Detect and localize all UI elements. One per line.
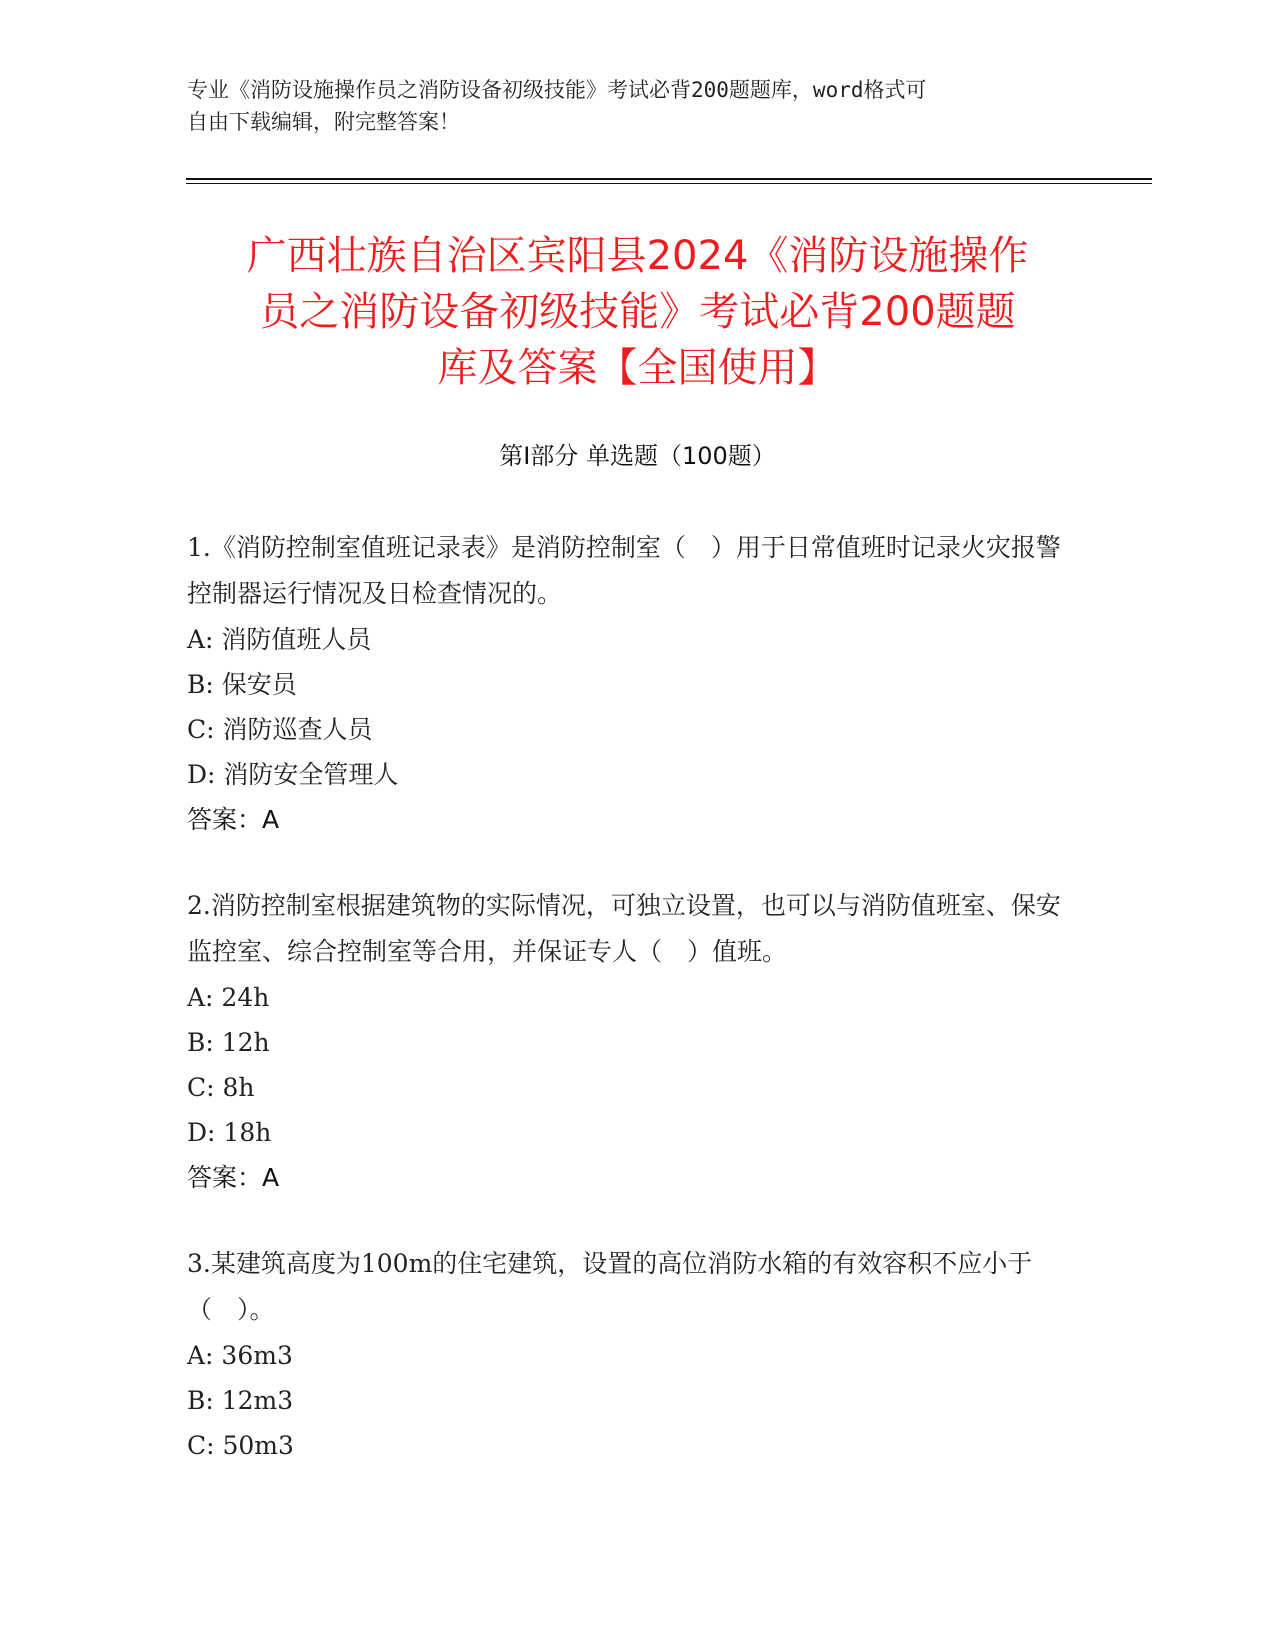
- question-option-d: D: 18h: [187, 1118, 272, 1147]
- question-stem: 1.《消防控制室值班记录表》是消防控制室（ ）用于日常值班时记录火灾报警控制器运行情况及日检查情况的。: [187, 533, 1061, 608]
- question-option-a: A: 36m3: [187, 1341, 293, 1370]
- header-note-line: 专业《消防设施操作员之消防设备初级技能》考试必背200题题库，word格式可: [187, 78, 927, 102]
- question-option-b: B: 12m3: [187, 1386, 294, 1415]
- question-list: [187, 525, 1067, 1508]
- header-note-line: 自由下载编辑，附完整答案！: [187, 110, 460, 134]
- question-option-a: A: 24h: [187, 983, 270, 1012]
- question-option-c: C: 消防巡查人员: [187, 715, 373, 744]
- question-stem: 3.某建筑高度为100m的住宅建筑，设置的高位消防水箱的有效容积不应小于（ ）。: [187, 1249, 1033, 1324]
- document-title: [150, 228, 1125, 396]
- question-option-a: A: 消防值班人员: [187, 625, 372, 654]
- header-note: [187, 74, 1057, 138]
- answer-label: 答案：: [187, 1163, 263, 1192]
- question-option-c: C: 8h: [187, 1073, 255, 1102]
- question-item: [187, 883, 1067, 1201]
- question-stem: 2.消防控制室根据建筑物的实际情况，可独立设置，也可以与消防值班室、保安监控室、综合控制室等合用，并保证专人（ ）值班。: [187, 891, 1061, 966]
- question-option-d: D: 消防安全管理人: [187, 760, 399, 789]
- title-line: 员之消防设备初级技能》考试必背200题题: [259, 289, 1016, 335]
- question-item: [187, 525, 1067, 843]
- question-option-c: C: 50m3: [187, 1431, 294, 1460]
- answer-label: 答案：: [187, 805, 263, 834]
- question-item: [187, 1241, 1067, 1468]
- answer-value: A: [262, 805, 280, 834]
- answer-value: A: [262, 1163, 280, 1192]
- question-option-b: B: 12h: [187, 1028, 270, 1057]
- title-line: 库及答案【全国使用】: [437, 345, 838, 391]
- header-divider: [186, 178, 1152, 184]
- section-title: 第Ⅰ部分 单选题（100题）: [499, 442, 776, 470]
- question-answer: [187, 797, 1067, 843]
- title-line: 广西壮族自治区宾阳县2024《消防设施操作: [246, 233, 1029, 279]
- question-answer: [187, 1155, 1067, 1201]
- question-option-b: B: 保安员: [187, 670, 297, 699]
